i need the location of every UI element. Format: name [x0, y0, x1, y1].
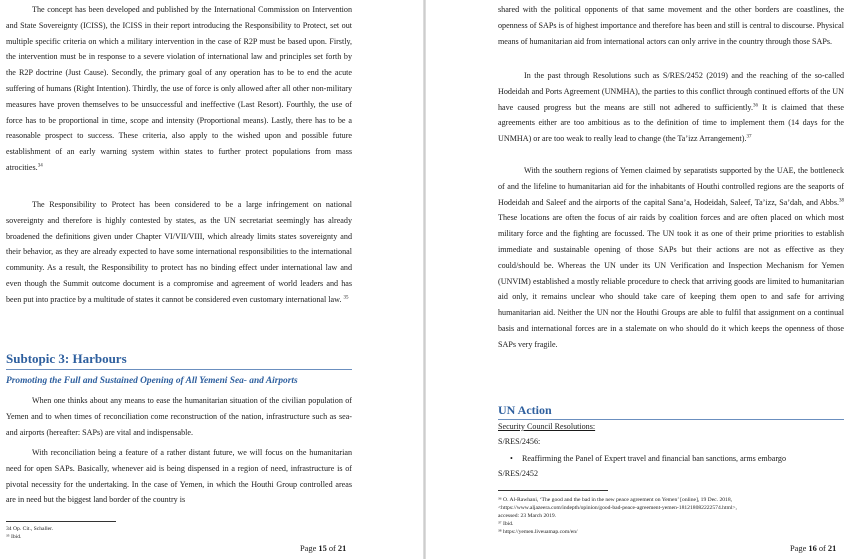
section-heading: Subtopic 3: Harbours — [6, 351, 127, 366]
resolution-label: S/RES/2452 — [498, 469, 539, 478]
footnote-ref[interactable]: 37 — [746, 134, 752, 140]
heading-rule — [6, 369, 352, 370]
body-paragraph: With reconciliation being a feature of a rather distant future, we will focus on the humanitarian need for open SAPs. Basically, whenever aid is being dispensed in a region of need, infrastructure is of pivotal necessity for the undertaking. In the case of Yemen, in which the Houthi Group controlled areas are in need but the biggest land border of the country is — [6, 448, 352, 505]
resolutions-label: Security Council Resolutions: — [498, 422, 596, 431]
bullet-item: • Reaffirming the Panel of Expert travel and financial ban sanctions, arms embargo — [510, 454, 787, 463]
body-paragraph: With the southern regions of Yemen claimed by separatists supported by the UAE, the bottleneck of and the lifeline to humanitarian aid for the inhabitants of Houthi controlled regions are the seaports of Hodeidah and Saleef and the airports of the capital Sana’a, Hodeidah, Saleef, Ta’izz, Sa’dah, and Abbs.$^{38}$ These locations are often the focus of air raids by coalition forces and are often placed on which most military force and the fighting are focussed. The UN took it as one of their prime priorities to establish immediate and sustainable opening of those SAPs but their actions are not as effective as they could/should be. Whereas the UN under its UN Verification and Inspection Mechanism for Yemen (UNVIM) established a mostly reliable procedure to check that arriving goods are limited to humanitarian aid only, it remains unclear who should take care of keeping them open to and safe for arriving humanitarian aid. Neither the UN nor the Houthi Groups are able to fulfil that assignment on a continual basis and international forces are in a stalemate on who should do it which keeps the openness of those SAPs very fragile. — [498, 166, 844, 349]
footnote-link[interactable]: <https://www.aljazeera.com/indepth/opinion/good-bad-peace-agreement-yemen-181218082222574.html>, — [498, 505, 737, 511]
footnotes — [498, 496, 844, 536]
section-subheading: Promoting the Full and Sustained Opening of All Yemeni Sea- and Airports — [6, 376, 298, 386]
footnote-ref[interactable]: 35 — [343, 295, 349, 301]
footnote-link[interactable]: ³⁸ https://yemen.liveuamap.com/en/ — [498, 529, 578, 535]
footnote-ref[interactable]: 34 — [37, 163, 43, 169]
section-heading: UN Action — [498, 403, 552, 417]
footnote-item: ³⁶ O. Al-Rawhani, ‘The good and the bad in the new peace agreement on Yemen’ [online], 19 Dec. 2018, — [498, 497, 733, 503]
footnote-item: accessed: 23 March 2019. — [498, 513, 557, 519]
body-paragraph: When one thinks about any means to ease the humanitarian situation of the civilian population of Yemen and to when times of reconciliation come reconstruction of the nation, infrastructure such as sea- and airports (hereafter: SAPs) are vital and indispensable. — [6, 396, 352, 437]
heading-rule — [498, 419, 844, 420]
bullet-icon: • — [510, 454, 513, 463]
page-number: Page 15 of 21 — [300, 544, 347, 553]
footnote-rule — [6, 521, 116, 522]
body-paragraph: The Responsibility to Protect has been considered to be a large infringement on national sovereignty and therefore is highly contested by states, as the UN secretariat seemingly has already broadened the definitions given under Chapter VI/VII/VIII, which already limits states sovereignty and their behavior, as they are already expected to have some international responsibilities to the international community. As a result, the Responsibility to protect has no binding effect under international law and even though the Summit outcome document is a compromise and agreement of world leaders and has been put into practice by a multitude of states it cannot be considered even customary international law. $^{35}$ — [6, 200, 352, 304]
resolution-label: S/RES/2456: — [498, 437, 541, 446]
body-paragraph: In the past through Resolutions such as S/RES/2452 (2019) and the reaching of the so-called Hodeidah and Ports Agreement (UNMHA), the parties to this conflict through continued efforts of the UN have caused progress but the means are still not adhered to sufficiently.$^{36}$ It is claimed that these agreements either are too ambitious as to the definition of time to implement them (14 days for the UNMHA) or are too weak to really lead to change (the Ta’izz Arrangement).$^{37}$ — [498, 71, 844, 144]
footnote-item: 34 Op. Cit., Schaller. — [6, 526, 54, 532]
footnote-ref[interactable]: 38 — [839, 197, 844, 203]
page-number: Page 16 of 21 — [790, 544, 837, 553]
footnote-ref[interactable]: 36 — [752, 102, 758, 108]
left-page — [0, 0, 424, 559]
body-paragraph: shared with the political opponents of that same movement and the other borders are coastlines, the openness of SAPs is of highest importance and therefore has been and still is central to discourse. Physical means of humanitarian aid from international actors can only arrive in the country through those SAPs. — [498, 5, 844, 46]
footnotes — [6, 525, 206, 541]
footnote-item: ³⁷ Ibid. — [498, 521, 514, 527]
footnote-rule — [498, 490, 608, 491]
body-paragraph: The concept has been developed and published by the International Commission on Intervention and State Sovereignty (ICISS), the ICISS in their report introducing the Responsibility to Protect, set out multiple specific criteria on which a military intervention in the case of R2P must be based upon. Firstly, the intervention must be in response to a severe violation of international law and principles set forth by the R2P doctrine (Just Cause). Secondly, the primary goal of any operation has to be to end the acute suffering of humans (Right Intention). Thirdly, the use of force is only allowed after all other non-military measures have proven themselves to be unsuccessful and ineffective (Last Resort). Fourthly, the use of force has to be proportional in time, scope and intensity (Proportional means). Lastly, there has to be a reasonable prospect to success. These criteria, also apply to the wished upon and possible future establishment of an early warning system within states to further protect populations from mass atrocities.$^{34}$ — [6, 5, 352, 172]
right-page — [426, 0, 850, 559]
footnote-item: ³⁵ Ibid. — [6, 534, 22, 540]
